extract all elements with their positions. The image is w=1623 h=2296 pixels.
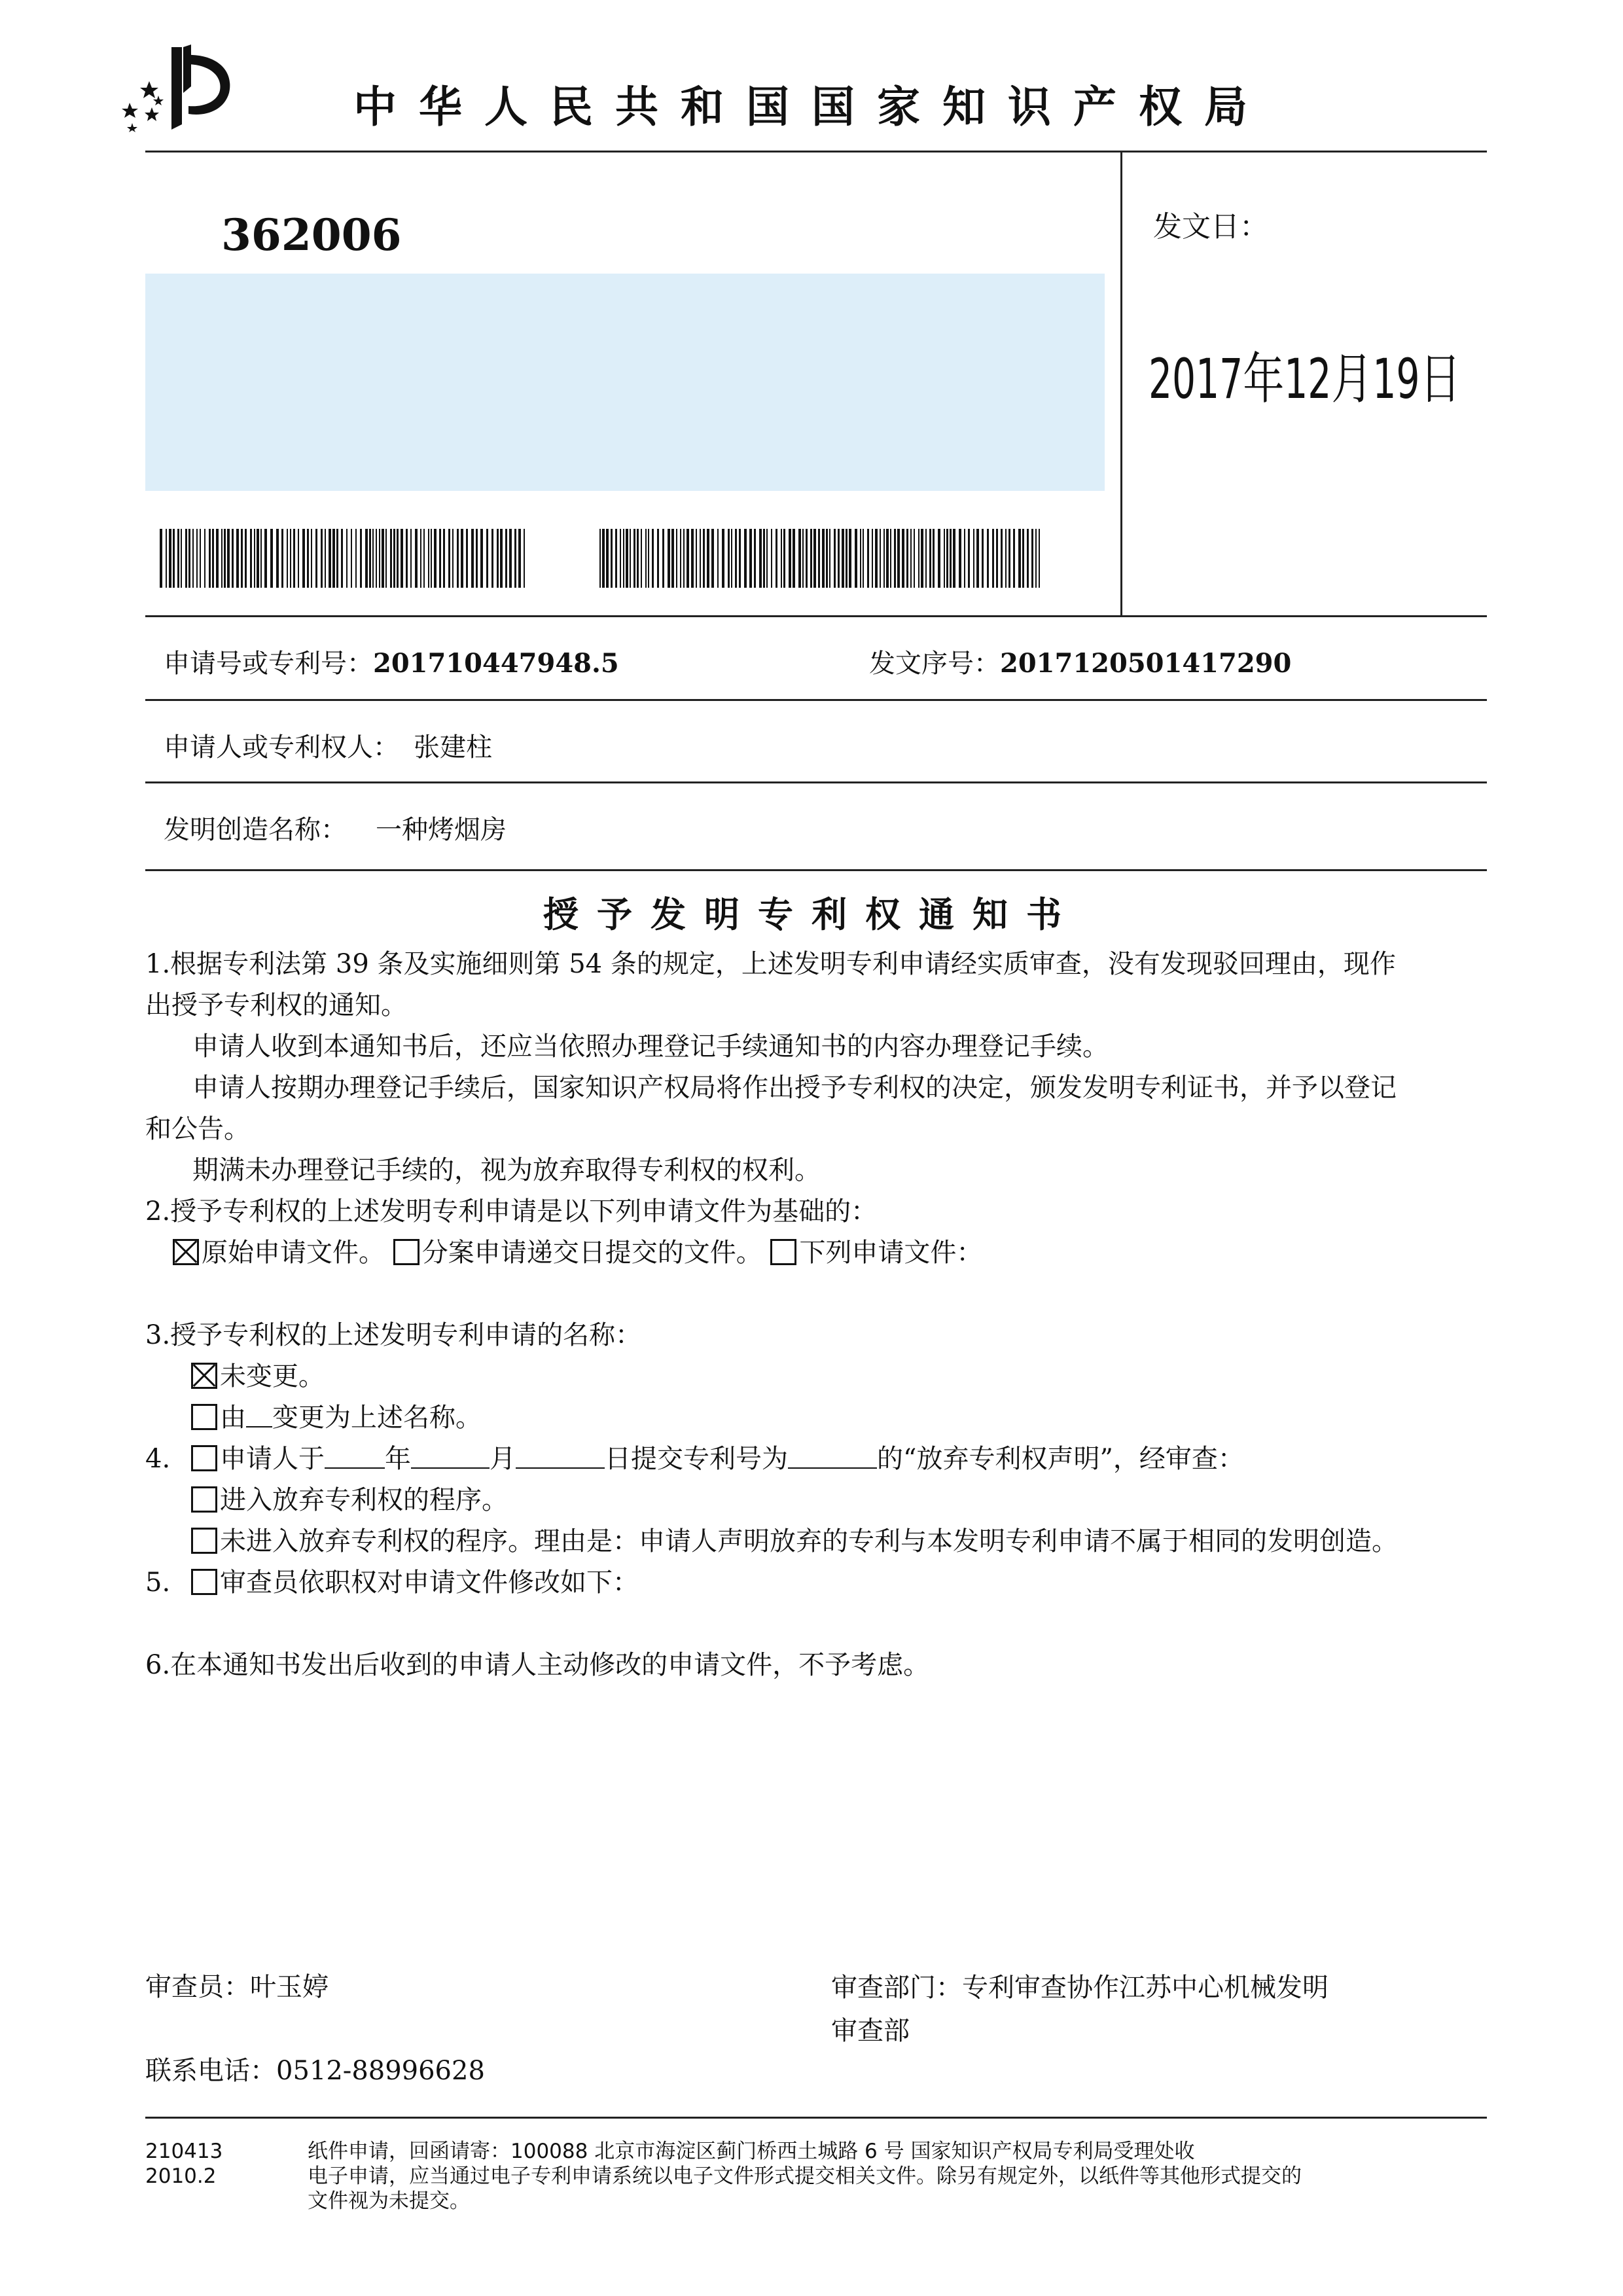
form-version: 2010.2 <box>145 2164 217 2188</box>
barcode-bar <box>181 529 182 588</box>
barcode-bar <box>872 529 873 588</box>
barcode-bar <box>914 529 915 588</box>
serial-number-row <box>869 643 1291 680</box>
barcode-bar <box>968 529 970 588</box>
paragraph-5-line <box>145 1562 1398 1604</box>
barcode-bar <box>434 529 437 588</box>
blank-field <box>411 1445 490 1469</box>
barcode-bar <box>351 529 352 588</box>
barcode-bar <box>287 529 288 588</box>
barcode-bar <box>188 529 190 588</box>
barcode-bar <box>476 529 478 588</box>
option-label: 未进入放弃专利权的程序。理由是：申请人声明放弃的专利与本发明专利申请不属于相同的发明创造。 <box>220 1526 1398 1556</box>
barcode-bar <box>466 529 468 588</box>
paragraph-1-line: 1.根据专利法第 39 条及实施细则第 54 条的规定，上述发明专利申请经实质审查，没有发现驳回理由，现作 <box>145 949 1396 979</box>
divider <box>145 615 1487 617</box>
application-number-row <box>164 643 619 680</box>
footer-line: 电子申请，应当通过电子专利申请系统以电子文件形式提交相关文件。除另有规定外，以纸件等其他形式提交的 <box>308 2164 1302 2188</box>
barcode-bar <box>372 529 374 588</box>
barcode-bar <box>518 529 521 588</box>
barcode-bar <box>683 529 685 588</box>
barcode-bar <box>662 529 664 588</box>
invention-name-row <box>164 809 507 846</box>
barcode-bar <box>818 529 820 588</box>
barcode-bar <box>925 529 927 588</box>
checkbox-waiver-proceed[interactable] <box>191 1486 217 1513</box>
barcode-bar <box>360 529 362 588</box>
barcode-bar <box>236 529 239 588</box>
barcode-bar <box>385 529 387 588</box>
barcode-bar <box>241 529 243 588</box>
barcode-bar <box>838 529 840 588</box>
examiner-row <box>145 1966 329 2003</box>
barcode-bar <box>365 529 368 588</box>
barcode-bar <box>834 529 836 588</box>
barcode-bar <box>169 529 171 588</box>
barcode-bar <box>676 529 677 588</box>
barcode-bar <box>227 529 230 588</box>
barcode-bar <box>448 529 450 588</box>
barcode-bar <box>996 529 998 588</box>
barcode-bar <box>341 529 343 588</box>
barcode-bar <box>439 529 441 588</box>
blank-field <box>325 1445 385 1469</box>
barcode-bar <box>763 529 765 588</box>
barcode-bar <box>648 529 649 588</box>
star-icon <box>140 81 158 98</box>
barcode-bar <box>177 529 179 588</box>
barcode-bar <box>992 529 994 588</box>
barcode-bar <box>910 529 912 588</box>
barcode-bar <box>452 529 454 588</box>
paragraph-4-line <box>145 1439 1398 1480</box>
barcode-bar <box>420 529 421 588</box>
barcode-bar <box>822 529 825 588</box>
blank-field <box>788 1445 877 1469</box>
barcode-bar <box>166 529 167 588</box>
barcode-bar <box>1022 529 1024 588</box>
barcode-bar <box>457 529 459 588</box>
barcode-bar <box>524 529 525 588</box>
divider <box>1120 152 1122 617</box>
paragraph-1-line: 出授予专利权的通知。 <box>145 990 407 1020</box>
barcode-bar <box>1018 529 1021 588</box>
barcode-bar <box>311 529 312 588</box>
waiver-option <box>145 1480 1398 1521</box>
barcode-bar <box>315 529 317 588</box>
barcode-bar <box>826 529 828 588</box>
barcode-bar <box>680 529 681 588</box>
address-window <box>145 274 1105 491</box>
barcode-bar <box>846 529 847 588</box>
barcode-bar <box>855 529 857 588</box>
barcode-bar <box>906 529 908 588</box>
paragraph-1-line: 和公告。 <box>145 1114 250 1144</box>
barcode-bar <box>789 529 791 588</box>
phone-label: 联系电话： <box>145 2056 276 2086</box>
barcode-bar <box>623 529 624 588</box>
barcode-bar <box>781 529 782 588</box>
applicant-row <box>164 726 492 764</box>
barcode-bar <box>293 529 295 588</box>
barcode-bar <box>717 529 719 588</box>
barcode-bar <box>722 529 724 588</box>
barcode-bar <box>883 529 885 588</box>
option-label: 月 <box>490 1444 516 1474</box>
barcode-bar <box>410 529 412 588</box>
barcode-bar <box>497 529 499 588</box>
applicant-name: 张建柱 <box>414 732 492 762</box>
barcode-bar <box>860 529 861 588</box>
paragraph-6-line: 6.在本通知书发出后收到的申请人主动修改的申请文件，不予考虑。 <box>145 1650 930 1680</box>
barcode-bar <box>759 529 762 588</box>
barcode-bar <box>192 529 194 588</box>
barcode-bar <box>944 529 945 588</box>
barcode-bar <box>290 529 291 588</box>
barcode-bar <box>1005 529 1007 588</box>
blank-field <box>516 1445 605 1469</box>
barcode-bar <box>929 529 931 588</box>
barcode-bar <box>842 529 844 588</box>
barcode-bar <box>1013 529 1015 588</box>
invention-name-label: 发明创造名称： <box>164 815 347 845</box>
form-number: 210413 <box>145 2140 223 2163</box>
barcode-bar <box>1031 529 1033 588</box>
barcode-bar <box>897 529 900 588</box>
barcode <box>160 529 526 588</box>
option-label: 分案申请递交日提交的文件。 <box>421 1238 762 1268</box>
department-name: 审查部 <box>831 2016 910 2046</box>
barcode-bar <box>1035 529 1037 588</box>
barcode-bar <box>620 529 621 588</box>
option-label: 进入放弃专利权的程序。 <box>220 1485 508 1515</box>
barcode-bar <box>423 529 425 588</box>
notice-title: 授予发明专利权通知书 <box>543 894 1080 935</box>
barcode-bar <box>196 529 198 588</box>
barcode-bar <box>602 529 605 588</box>
barcode-bar <box>500 529 503 588</box>
dispatch-date-label: 发文日： <box>1153 210 1268 243</box>
star-icon <box>145 107 159 121</box>
barcode-bar <box>254 529 255 588</box>
barcode-bar <box>264 529 267 588</box>
barcode-bar <box>321 529 323 588</box>
barcode-bar <box>257 529 259 588</box>
barcode-bar <box>703 529 705 588</box>
barcode-bar <box>739 529 741 588</box>
barcode-bar <box>810 529 812 588</box>
barcode-bar <box>829 529 830 588</box>
barcode-bar <box>641 529 642 588</box>
paragraph-3-line: 3.授予专利权的上述发明专利申请的名称： <box>145 1320 642 1350</box>
checkbox-waiver[interactable] <box>191 1445 217 1471</box>
barcode-bar <box>959 529 961 588</box>
barcode-bar <box>302 529 305 588</box>
barcode-bar <box>606 529 609 588</box>
examiner-label: 审查员： <box>145 1972 250 2002</box>
option-label: 日提交专利号为 <box>605 1444 788 1474</box>
barcode-bar <box>471 529 474 588</box>
notice-body <box>145 944 1398 1686</box>
checkbox-waiver-not-proceed[interactable] <box>191 1528 217 1554</box>
phone-number: 0512-88996628 <box>276 2056 485 2086</box>
barcode-bar <box>802 529 804 588</box>
barcode-bar <box>633 529 635 588</box>
barcode-bar <box>376 529 377 588</box>
barcode-bar <box>921 529 923 588</box>
basis-options <box>145 1232 1398 1274</box>
barcode-bar <box>406 529 408 588</box>
barcode-bar <box>232 529 234 588</box>
barcode-bar <box>204 529 205 588</box>
barcode-bar <box>933 529 935 588</box>
barcode-bar <box>599 529 601 588</box>
barcode <box>599 529 1042 588</box>
option-label: 原始申请文件。 <box>202 1238 385 1268</box>
footer-line: 文件视为未提交。 <box>308 2189 470 2213</box>
option-label: 审查员依职权对申请文件修改如下： <box>220 1568 639 1598</box>
option-label: 下列申请文件： <box>799 1238 983 1268</box>
barcode-bar <box>849 529 851 588</box>
barcode-bar <box>245 529 247 588</box>
barcode-bar <box>173 529 175 588</box>
star-icon <box>122 103 138 118</box>
divider <box>145 869 1487 871</box>
barcode-bar <box>946 529 948 588</box>
barcode-bar <box>1001 529 1003 588</box>
barcode-bar <box>867 529 869 588</box>
option-label: 申请人于 <box>220 1444 325 1474</box>
barcode-bar <box>615 529 617 588</box>
barcode-bar <box>393 529 395 588</box>
barcode-bar <box>652 529 654 588</box>
barcode-bar <box>461 529 463 588</box>
barcode-bar <box>875 529 878 588</box>
barcode-bar <box>806 529 808 588</box>
barcode-bar <box>298 529 299 588</box>
checkbox-name-unchanged[interactable] <box>191 1363 217 1389</box>
paragraph-1-line: 申请人按期办理登记手续后，国家知识产权局将作出授予专利权的决定，颁发发明专利证书，并予以登记 <box>192 1073 1397 1103</box>
barcode-bar <box>281 529 283 588</box>
option-label: 由 <box>220 1403 246 1433</box>
footer-notes <box>308 2139 1302 2214</box>
barcode-bar <box>735 529 737 588</box>
barcode-bar <box>964 529 965 588</box>
star-icon <box>127 123 137 132</box>
barcode-bar <box>1008 529 1010 588</box>
barcode-bar <box>185 529 187 588</box>
barcode-bar <box>749 529 752 588</box>
application-number-label: 申请号或专利号： <box>164 649 373 679</box>
barcode-bar <box>486 529 488 588</box>
barcode-bar <box>973 529 974 588</box>
barcode-bar <box>771 529 772 588</box>
barcode-bar <box>918 529 919 588</box>
barcode-bar <box>880 529 881 588</box>
checkbox-divisional-files[interactable] <box>393 1239 419 1265</box>
divider <box>145 699 1487 701</box>
barcode-bar <box>776 529 777 588</box>
department-row <box>831 1966 1329 2053</box>
postal-code: 362006 <box>221 209 402 260</box>
barcode-bar <box>428 529 429 588</box>
barcode-bar <box>491 529 493 588</box>
option-label: 年 <box>385 1444 411 1474</box>
barcode-bar <box>221 529 223 588</box>
checkbox-name-changed[interactable] <box>191 1404 217 1430</box>
barcode-bar <box>766 529 768 588</box>
item-number: 5. <box>145 1568 171 1598</box>
barcode-bar <box>329 529 331 588</box>
cnipa-logo <box>118 41 249 132</box>
barcode-bar <box>270 529 273 588</box>
dispatch-date-value: 2017年12月19日 <box>1149 347 1461 411</box>
barcode-bar <box>509 529 512 588</box>
name-option <box>145 1356 1398 1397</box>
barcode-bar <box>260 529 262 588</box>
barcode-bar <box>630 529 631 588</box>
divider <box>145 2117 1487 2119</box>
barcode-bar <box>707 529 709 588</box>
barcode-bar <box>224 529 226 588</box>
waiver-option <box>145 1521 1398 1562</box>
barcode-bar <box>938 529 940 588</box>
barcode-bar <box>276 529 279 588</box>
application-number: 201710447948.5 <box>373 648 619 679</box>
barcode-bar <box>369 529 371 588</box>
barcode-bar <box>355 529 357 588</box>
barcode-bar <box>626 529 628 588</box>
barcode-bar <box>691 529 694 588</box>
divider <box>145 151 1487 152</box>
checkbox-examiner-amendment[interactable] <box>191 1569 217 1595</box>
barcode-bar <box>744 529 747 588</box>
serial-number: 2017120501417290 <box>1000 648 1292 679</box>
barcode-bar <box>637 529 639 588</box>
blank-field <box>246 1404 272 1427</box>
barcode-bar <box>160 529 162 588</box>
option-label: 变更为上述名称。 <box>272 1403 482 1433</box>
barcode-bar <box>200 529 201 588</box>
barcode-bar <box>668 529 670 588</box>
barcode-bar <box>480 529 483 588</box>
paragraph-1-line: 期满未办理登记手续的，视为放弃取得专利权的权利。 <box>192 1155 821 1185</box>
barcode-bar <box>953 529 955 588</box>
barcode-bar <box>711 529 714 588</box>
barcode-bar <box>346 529 348 588</box>
barcode-bar <box>1027 529 1029 588</box>
barcode-bar <box>976 529 979 588</box>
barcode-bar <box>793 529 795 588</box>
barcode-bar <box>209 529 211 588</box>
barcode-bar <box>987 529 989 588</box>
barcode-bar <box>514 529 516 588</box>
barcode-bar <box>902 529 904 588</box>
department-label: 审查部门： <box>831 1973 962 2003</box>
paragraph-2-line: 2.授予专利权的上述发明专利申请是以下列申请文件为基础的： <box>145 1196 878 1227</box>
name-option <box>145 1397 1398 1439</box>
barcode-bar <box>982 529 984 588</box>
paragraph-1-line: 申请人收到本通知书后，还应当依照办理登记手续通知书的内容办理登记手续。 <box>192 1031 1109 1062</box>
examiner-name: 叶玉婷 <box>250 1972 329 2002</box>
barcode-bar <box>671 529 674 588</box>
form-code <box>145 2139 223 2189</box>
checkbox-original-files[interactable] <box>173 1239 199 1265</box>
barcode-bar <box>443 529 445 588</box>
barcode-bar <box>657 529 659 588</box>
checkbox-listed-files[interactable] <box>770 1239 796 1265</box>
barcode-bar <box>813 529 816 588</box>
barcode-bar <box>382 529 384 588</box>
barcode-bar <box>307 529 309 588</box>
barcode-bar <box>886 529 889 588</box>
barcode-bar <box>798 529 801 588</box>
barcode-bar <box>731 529 732 588</box>
barcode-bar <box>390 529 392 588</box>
item-number: 4. <box>145 1444 171 1474</box>
phone-row <box>145 2050 485 2087</box>
barcode-bar <box>783 529 785 588</box>
barcode-bar <box>890 529 891 588</box>
barcode-bar <box>415 529 418 588</box>
barcode-bar <box>700 529 701 588</box>
barcode-bar <box>379 529 380 588</box>
barcode-bar <box>611 529 613 588</box>
barcode-bar <box>336 529 338 588</box>
divider <box>145 781 1487 783</box>
barcode-bar <box>894 529 896 588</box>
department-name: 专利审查协作江苏中心机械发明 <box>962 1973 1329 2003</box>
barcode-bar <box>250 529 252 588</box>
barcode-bar <box>1039 529 1040 588</box>
footer-line: 纸件申请，回函请寄：100088 北京市海淀区蓟门桥西土城路 6 号 国家知识产权局专利局受理处收 <box>308 2140 1195 2163</box>
option-label: 未变更。 <box>220 1361 325 1391</box>
barcode-bar <box>212 529 214 588</box>
barcode-bar <box>687 529 689 588</box>
barcode-bar <box>645 529 647 588</box>
barcode-bar <box>216 529 219 588</box>
barcode-bar <box>696 529 697 588</box>
barcode-bar <box>397 529 399 588</box>
barcode-bar <box>325 529 326 588</box>
option-label: 的“放弃专利权声明”，经审查： <box>877 1444 1244 1474</box>
invention-name: 一种烤烟房 <box>376 815 507 845</box>
office-name: 中华人民共和国国家知识产权局 <box>353 82 1270 132</box>
barcode-bar <box>332 529 335 588</box>
applicant-label: 申请人或专利权人： <box>164 732 399 762</box>
serial-number-label: 发文序号： <box>869 649 1000 679</box>
barcode-bar <box>950 529 952 588</box>
barcode-bar <box>754 529 756 588</box>
barcode-bar <box>863 529 864 588</box>
barcode-bar <box>505 529 507 588</box>
barcode-bar <box>401 529 403 588</box>
barcode-bar <box>728 529 730 588</box>
barcode-bar <box>431 529 432 588</box>
